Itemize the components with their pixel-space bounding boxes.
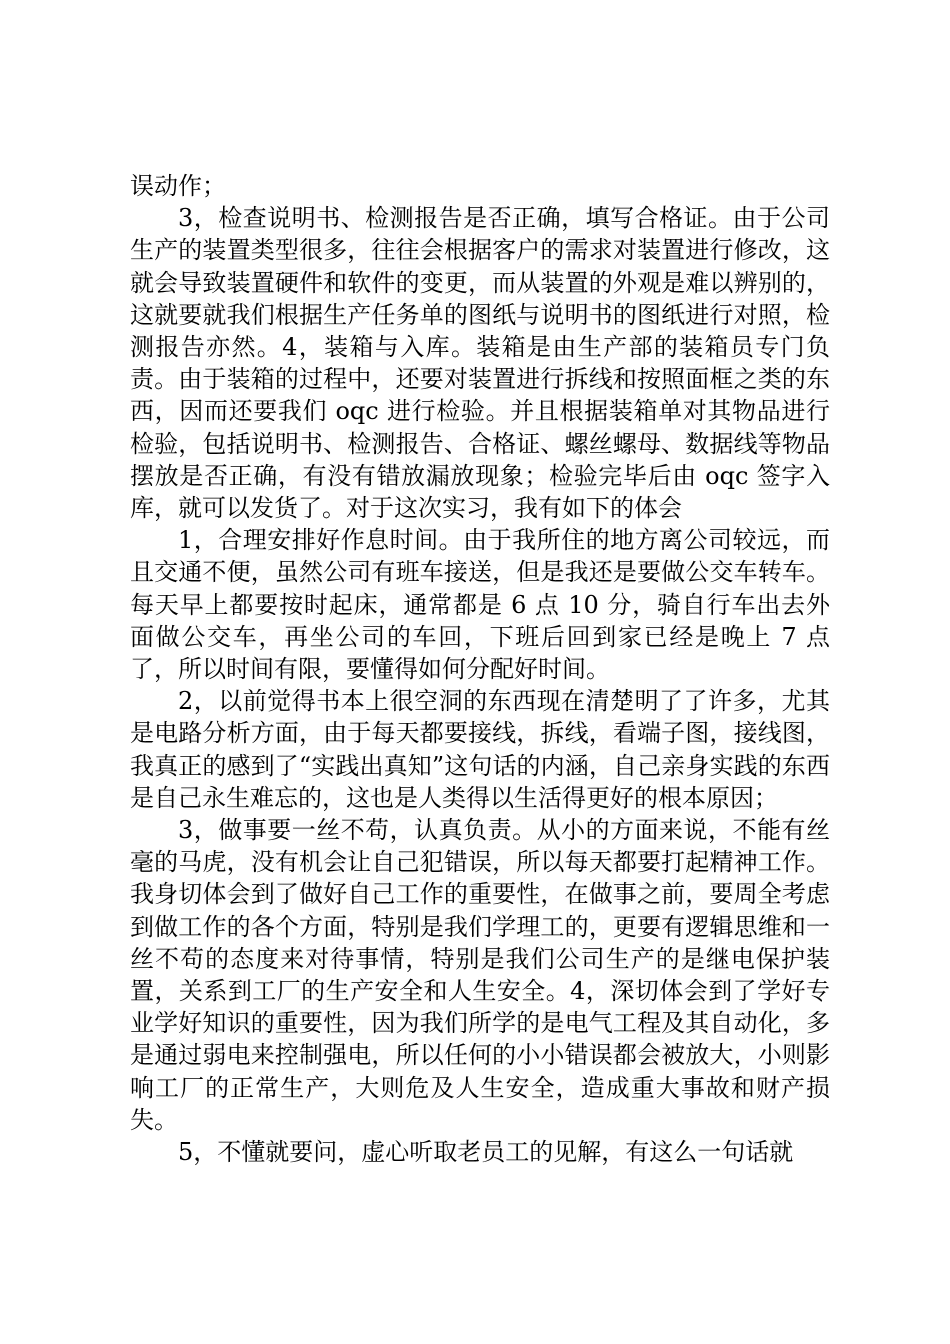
paragraph-5-ask: 5，不懂就要问，虚心听取老员工的见解，有这么一句话就: [178, 1138, 794, 1167]
paragraph-2-practice: 2，以前觉得书本上很空洞的东西现在清楚明了了许多，尤其是电路分析方面，由于每天都要接线，拆线，看端子图，接线图，我真正的感到了“实践出真知”这句话的内涵，自己亲身实践的东西是自己永生难忘的，这也是人类得以生活得更好的根本原因；: [130, 687, 830, 812]
paragraph-3-responsibility: 3，做事要一丝不苟，认真负责。从小的方面来说，不能有丝毫的马虎，没有机会让自己犯错误，所以每天都要打起精神工作。我身切体会到了做好自己工作的重要性，在做事之前，要周全考虑到做工作的各个方面，特别是我们学理工的，更要有逻辑思维和一丝不苟的态度来对待事情，特别是我们公司生产的是继电保护装置，关系到工厂的生产安全和人生安全。4，深切体会到了学好专业学好知识的重要性，因为我们所学的是电气工程及其自动化，多是通过弱电来控制强电，所以任何的小小错误都会被放大，小则影响工厂的正常生产，大则危及人生安全，造成重大事故和财产损失。: [130, 816, 830, 1134]
body-text: [130, 170, 830, 1168]
paragraph-continuation: 误动作；: [130, 172, 226, 200]
paragraph-1-schedule: 1，合理安排好作息时间。由于我所住的地方离公司较远，而且交通不便，虽然公司有班车接送，但是我还是要做公交车转车。每天早上都要按时起床，通常都是 6 点 10 分，骑自行车出去外面做公交车，再坐公司的车回，下班后回到家已经是晚上 7 点了，所以时间有限，要懂得如何分配好时间。: [130, 526, 830, 684]
paragraph-3-inspection: 3，检查说明书、检测报告是否正确，填写合格证。由于公司生产的装置类型很多，往往会根据客户的需求对装置进行修改，这就会导致装置硬件和软件的变更，而从装置的外观是难以辨别的，这就要就我们根据生产任务单的图纸与说明书的图纸进行对照，检测报告亦然。4，装箱与入库。装箱是由生产部的装箱员专门负责。由于装箱的过程中，还要对装置进行拆线和按照面框之类的东西，因而还要我们 oqc 进行检验。并且根据装箱单对其物品进行检验，包括说明书、检测报告、合格证、螺丝螺母、数据线等物品摆放是否正确，有没有错放漏放现象；检验完毕后由 oqc 签字入库，就可以发货了。对于这次实习，我有如下的体会: [130, 204, 830, 523]
